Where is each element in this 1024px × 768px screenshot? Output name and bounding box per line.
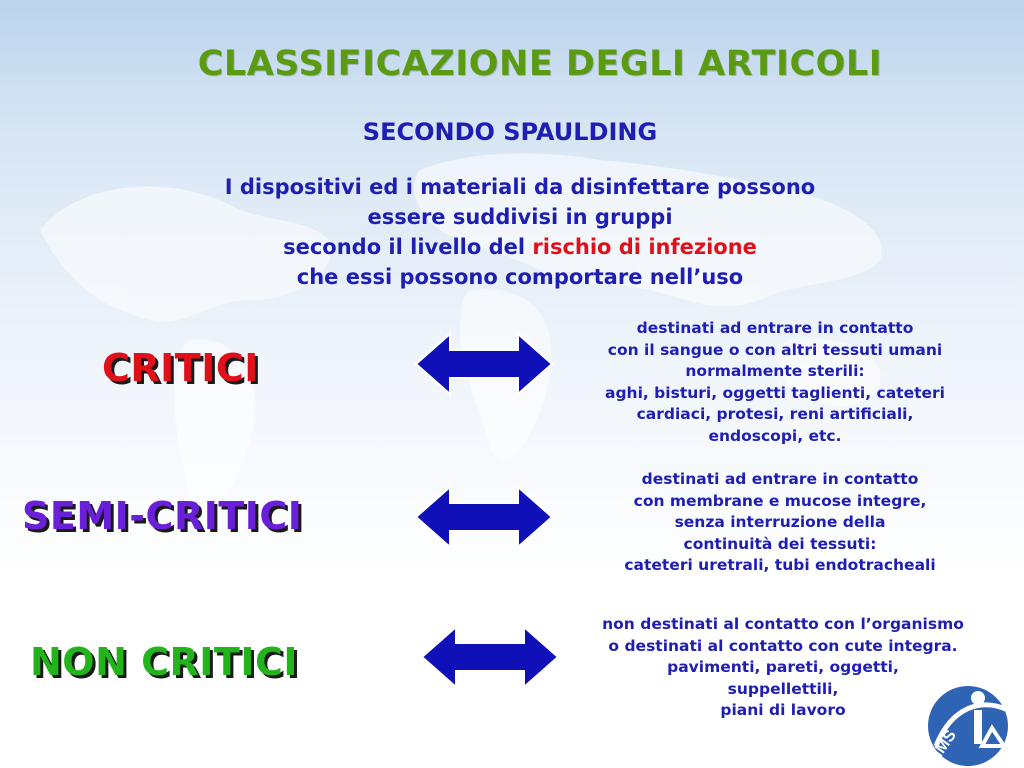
intro-text	[80, 172, 960, 292]
description-line: con membrane e mucose integre,	[633, 491, 927, 510]
ims-logo-icon	[912, 676, 1024, 768]
description-line: pavimenti, pareti, oggetti,	[667, 658, 899, 676]
double-arrow-icon	[414, 331, 554, 397]
description-line: endoscopi, etc.	[708, 426, 842, 445]
category-non-critici-label: NON CRITICI	[30, 640, 299, 684]
infection-risk-highlight: rischio di infezione	[532, 235, 757, 259]
description-line: destinati ad entrare in contatto	[641, 470, 919, 488]
slide-subtitle: SECONDO SPAULDING	[362, 118, 658, 146]
intro-line: che essi possono comportare nell’uso	[296, 265, 744, 289]
ims-logo-text: IMS	[929, 727, 960, 761]
description-line: con il sangue o con altri tessuti umani	[607, 340, 943, 359]
intro-line: I dispositivi ed i materiali da disinfettare possono	[224, 175, 816, 199]
description-line: aghi, bisturi, oggetti taglienti, cateteri	[605, 383, 945, 402]
category-semi-critici-label: SEMI-CRITICI	[22, 494, 303, 538]
intro-line-prefix: secondo il livello del	[283, 235, 533, 259]
intro-line: essere suddivisi in gruppi	[367, 205, 673, 229]
description-line: senza interruzione della	[674, 513, 886, 531]
category-critici-description	[540, 318, 1010, 447]
description-line: normalmente sterili:	[685, 362, 865, 380]
double-arrow-icon	[420, 624, 560, 690]
description-line: o destinati al contatto con cute integra.	[608, 636, 958, 655]
description-line: piani di lavoro	[720, 701, 846, 719]
intro-line	[80, 232, 960, 262]
description-line: continuità dei tessuti:	[683, 534, 877, 553]
category-semi-critici-description	[545, 469, 1015, 577]
description-line: destinati ad entrare in contatto	[636, 319, 914, 337]
description-line: suppellettili,	[727, 679, 839, 698]
slide-title: CLASSIFICAZIONE DEGLI ARTICOLI	[197, 44, 883, 84]
description-line: cardiaci, protesi, reni artificiali,	[636, 405, 914, 423]
double-arrow-icon	[414, 484, 554, 550]
category-critici-label: CRITICI	[102, 346, 259, 390]
description-line: non destinati al contatto con l’organismo	[602, 615, 964, 633]
description-line: cateteri uretrali, tubi endotracheali	[624, 556, 936, 574]
